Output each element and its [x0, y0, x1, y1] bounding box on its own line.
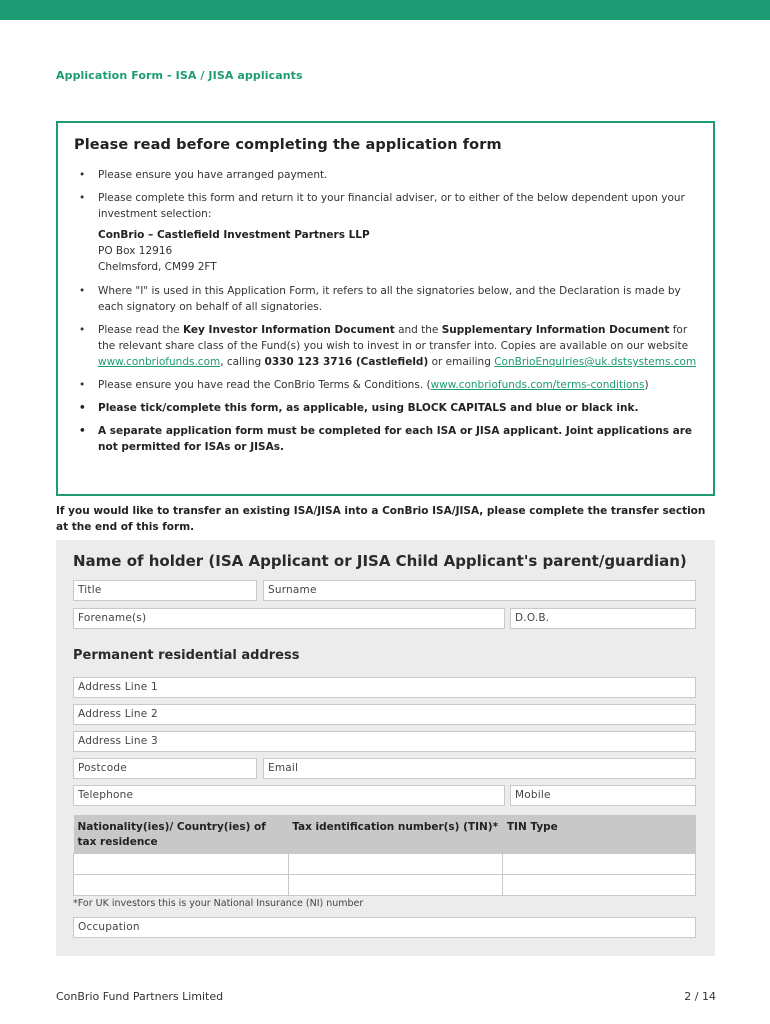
list-item: • Please read the Key Investor Information Document and the Supplementary Information Document for the relevant share class of the Fund(s) you wish to invest in or transfer into. Copies are available on our website www.conbriofunds.com, calling 0330 123 3716 (Castlefield) or emailing ConBrioEnquiries@uk.dstsystems.com [79, 324, 697, 368]
instructions-list [74, 283, 697, 455]
address-line: PO Box 12916 [98, 245, 173, 257]
surname-field[interactable]: Surname [263, 580, 696, 601]
table-row [74, 874, 696, 895]
tin-cell[interactable] [288, 853, 503, 874]
forenames-field[interactable]: Forename(s) [73, 608, 505, 629]
footer-company: ConBrio Fund Partners Limited [56, 990, 224, 1003]
form-subtitle: Application Form - ISA / JISA applicants [56, 69, 303, 82]
postcode-field[interactable]: Postcode [73, 758, 257, 779]
instructions-heading: Please read before completing the application form [74, 137, 502, 153]
address-line-2-field[interactable]: Address Line 2 [73, 704, 696, 725]
ni-footnote: *For UK investors this is your National Insurance (NI) number [73, 898, 364, 909]
address-line-3-field[interactable]: Address Line 3 [73, 731, 696, 752]
page-number: 2 / 14 [684, 990, 716, 1003]
table-row [74, 853, 696, 874]
mobile-field[interactable]: Mobile [510, 785, 696, 806]
country-cell[interactable] [74, 853, 289, 874]
address-heading: Permanent residential address [73, 648, 300, 663]
country-cell[interactable] [74, 874, 289, 895]
email-field[interactable]: Email [263, 758, 696, 779]
website-link[interactable]: www.conbriofunds.com [98, 356, 221, 368]
occupation-field[interactable]: Occupation [73, 917, 696, 938]
list-item: • Please ensure you have arranged payment. [79, 169, 328, 181]
list-item: • Where "I" is used in this Application Form, it refers to all the signatories below, and the Declaration is made by each signatory on behalf of all signatories. [79, 285, 681, 313]
tin-type-cell[interactable] [503, 874, 696, 895]
table-header: TIN Type [503, 815, 696, 853]
terms-link[interactable]: www.conbriofunds.com/terms-conditions [430, 379, 645, 391]
address-name: ConBrio – Castlefield Investment Partners LLP [98, 229, 370, 241]
address-line: Chelmsford, CM99 2FT [98, 261, 217, 273]
title-field[interactable]: Title [73, 580, 257, 601]
table-header: Nationality(ies)/ Country(ies) of tax residence [74, 815, 289, 853]
postal-address [98, 227, 697, 275]
address-line-1-field[interactable]: Address Line 1 [73, 677, 696, 698]
list-item: • Please ensure you have read the ConBrio Terms & Conditions. (www.conbriofunds.com/terms-conditions) [79, 379, 649, 391]
tax-residence-table [73, 815, 696, 896]
tin-cell[interactable] [288, 874, 503, 895]
instructions-box [56, 121, 715, 496]
telephone-field[interactable]: Telephone [73, 785, 505, 806]
tin-type-cell[interactable] [503, 853, 696, 874]
top-accent-bar [0, 0, 770, 20]
list-item: • Please complete this form and return it to your financial adviser, or to either of the below dependent upon your investment selection: [79, 192, 685, 220]
holder-section [56, 540, 715, 956]
list-item: • Please tick/complete this form, as applicable, using BLOCK CAPITALS and blue or black ink. [79, 402, 639, 414]
transfer-note: If you would like to transfer an existing ISA/JISA into a ConBrio ISA/JISA, please complete the transfer section at the end of this form. [56, 505, 706, 533]
list-item: • A separate application form must be completed for each ISA or JISA applicant. Joint applications are not permitted for ISAs or JISAs. [79, 425, 693, 453]
phone-number: 0330 123 3716 (Castlefield) [264, 356, 429, 368]
holder-heading: Name of holder (ISA Applicant or JISA Child Applicant's parent/guardian) [73, 552, 687, 570]
table-header: Tax identification number(s) (TIN)* [288, 815, 503, 853]
dob-field[interactable]: D.O.B. [510, 608, 696, 629]
instructions-list [74, 167, 697, 222]
email-link[interactable]: ConBrioEnquiries@uk.dstsystems.com [494, 356, 697, 368]
